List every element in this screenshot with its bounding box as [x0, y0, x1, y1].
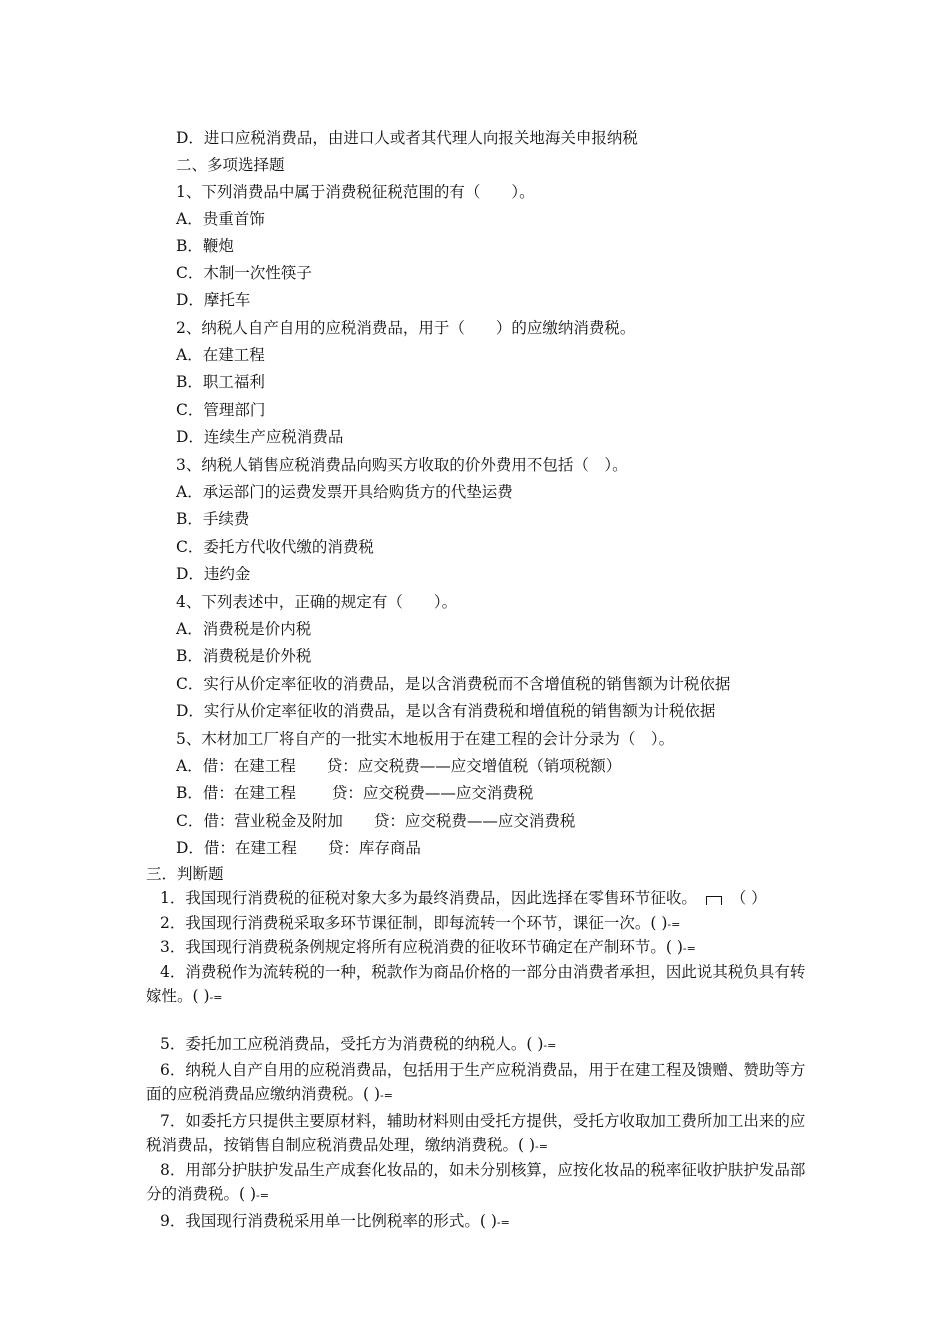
option: C．木制一次性筷子 — [176, 264, 312, 282]
intro-option-d: D．进口应税消费品，由进口人或者其代理人向报关地海关申报纳税 — [176, 129, 638, 147]
option: A．借：在建工程 贷：应交税费——应交增值税（销项税额） — [176, 757, 622, 775]
question-stem: 1、下列消费品中属于消费税征税范围的有（ ）。 — [176, 183, 535, 201]
option: C．管理部门 — [176, 401, 266, 419]
option: C．借：营业税金及附加 贷：应交税费——应交消费税 — [176, 812, 576, 830]
judgment-item — [146, 960, 812, 1010]
option: B．消费税是价外税 — [176, 647, 312, 665]
judgment-item — [146, 1158, 812, 1208]
option: D．连续生产应税消费品 — [176, 428, 344, 446]
paragraph-mark: -= — [667, 918, 681, 931]
answer-blank: （ ） — [730, 889, 767, 907]
option: C．委托方代收代缴的消费税 — [176, 538, 374, 556]
judgment-text: 7．如委托方只提供主要原材料，辅助材料则由受托方提供，受托方收取加工费所加工出来的应税消费品，按销售自制应税消费品处理，缴纳消费税。( ) — [146, 1112, 806, 1154]
judgment-text: 3．我国现行消费税条例规定将所有应税消费的征收环节确定在产制环节。( ) — [160, 938, 683, 956]
option: D．摩托车 — [176, 291, 251, 309]
judgment-text: 8．用部分护肤护发品生产成套化妆品的，如未分别核算，应按化妆品的税率征收护肤护发品部分的消费税。( ) — [146, 1161, 806, 1203]
judgment-text: 9．我国现行消费税采用单一比例税率的形式。( ) — [160, 1212, 497, 1230]
paragraph-mark: -= — [380, 1089, 393, 1102]
option: B．鞭炮 — [176, 237, 234, 255]
judgment-item — [146, 1058, 812, 1108]
judgment-item — [160, 913, 680, 935]
paragraph-mark: -= — [209, 991, 223, 1004]
option: B．手续费 — [176, 510, 250, 528]
section2-title: 二、多项选择题 — [176, 156, 285, 174]
question-stem: 2、纳税人自产自用的应税消费品，用于（ ）的应缴纳消费税。 — [176, 319, 636, 337]
judgment-item — [160, 1034, 556, 1056]
paragraph-mark: -= — [256, 1189, 269, 1202]
judgment-text: 4．消费税作为流转税的一种，税款作为商品价格的一部分由消费者承担，因此说其税负具有转嫁性。( ) — [146, 963, 806, 1005]
judgment-text: 2．我国现行消费税采取多环节课征制，即每流转一个环节，课征一次。( ) — [160, 914, 668, 932]
option: A．在建工程 — [176, 346, 265, 364]
option: A．消费税是价内税 — [176, 620, 312, 638]
judgment-text: 5．委托加工应税消费品，受托方为消费税的纳税人。( ) — [160, 1035, 544, 1053]
question-stem: 4、下列表述中，正确的规定有（ ）。 — [176, 593, 458, 611]
judgment-item — [160, 1211, 510, 1233]
option: B．借：在建工程 贷：应交税费——应交消费税 — [176, 784, 534, 802]
judgment-item — [160, 937, 696, 959]
paragraph-mark: -= — [535, 1140, 548, 1153]
judgment-text: 1．我国现行消费税的征税对象大多为最终消费品，因此选择在零售环节征收。 — [160, 889, 697, 907]
option: C．实行从价定率征收的消费品，是以含消费税而不含增值税的销售额为计税依据 — [176, 675, 731, 693]
paragraph-mark: -= — [496, 1216, 510, 1229]
question-stem: 3、纳税人销售应税消费品向购买方收取的价外费用不包括（ ）。 — [176, 456, 628, 474]
option: B．职工福利 — [176, 373, 265, 391]
option: D．实行从价定率征收的消费品，是以含有消费税和增值税的销售额为计税依据 — [176, 702, 716, 720]
paragraph-mark: -= — [682, 942, 696, 955]
section3-title: 三．判断题 — [146, 865, 224, 883]
paragraph-mark: -= — [543, 1039, 557, 1052]
judgment-text: 6．纳税人自产自用的应税消费品，包括用于生产应税消费品，用于在建工程及馈赠、赞助等方面的应税消费品应缴纳消费税。( ) — [146, 1061, 806, 1103]
option: A．贵重首饰 — [176, 210, 265, 228]
option: D．违约金 — [176, 565, 251, 583]
option: D．借：在建工程 贷：库存商品 — [176, 839, 421, 857]
judgment-item — [146, 1109, 812, 1159]
option: A．承运部门的运费发票开具给购货方的代垫运费 — [176, 483, 513, 501]
judgment-item — [160, 888, 767, 908]
question-stem: 5、木材加工厂将自产的一批实木地板用于在建工程的会计分录为（ ）。 — [176, 730, 675, 748]
blank-mark-icon — [706, 896, 722, 905]
